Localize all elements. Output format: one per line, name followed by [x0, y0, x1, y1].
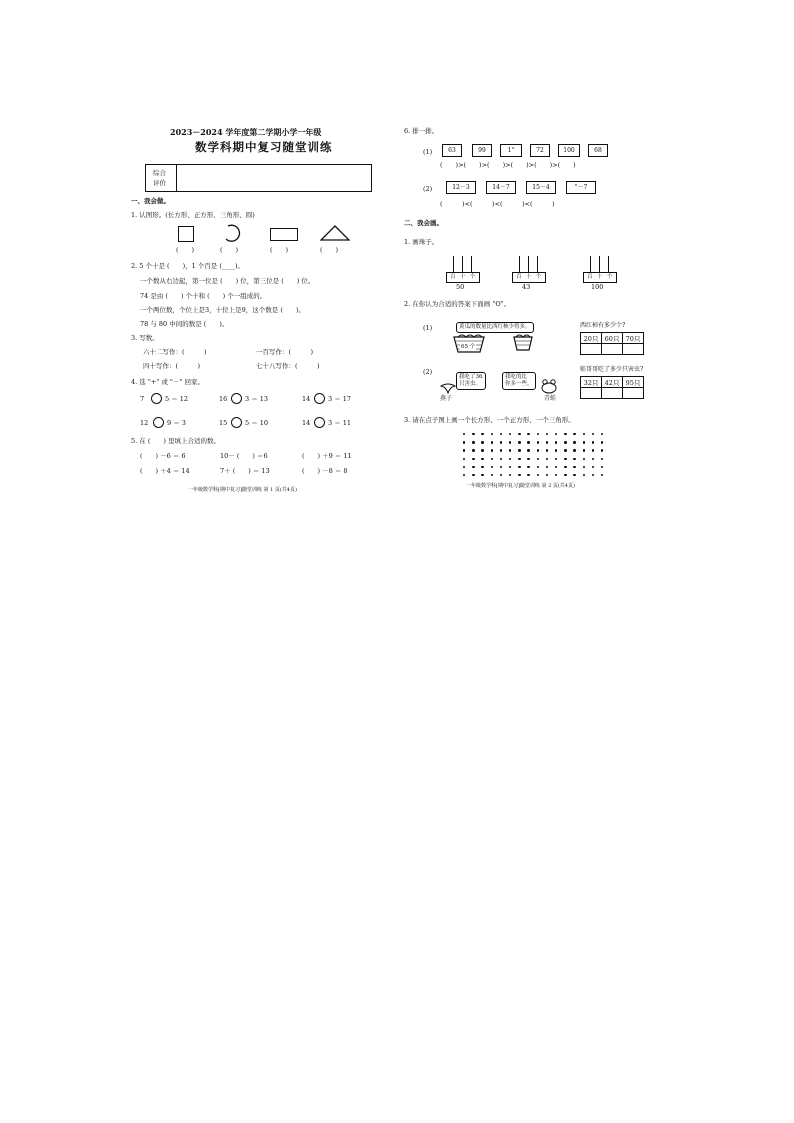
- grid-dot: [481, 433, 483, 435]
- grid-dot: [481, 449, 483, 451]
- draw-beads-question: 1. 画珠子。: [404, 238, 439, 246]
- place-label: 个: [536, 274, 542, 280]
- grid-dot: [472, 466, 474, 468]
- square-shape: [178, 226, 194, 242]
- number-box: 99: [472, 144, 492, 157]
- grid-dot: [509, 449, 511, 451]
- grid-dot: [537, 441, 539, 443]
- place-label: 十: [597, 274, 603, 280]
- circle-answer-cell[interactable]: [581, 388, 602, 399]
- grid-dot: [564, 449, 566, 451]
- grid-dot: [509, 474, 511, 476]
- fill-blank-item[interactable]: 10－ ( ) ＝6: [220, 452, 268, 460]
- character-name: 青蛙: [544, 395, 557, 402]
- header-line: 2023－2024 学年度第二学期小学一年级: [170, 127, 322, 137]
- grid-dot: [472, 474, 474, 476]
- circle-answer-cell[interactable]: [623, 344, 644, 355]
- grid-dot: [546, 466, 548, 468]
- grid-dot: [573, 458, 575, 460]
- abacus-rod: [471, 256, 472, 272]
- eval-label: 综合: [153, 169, 166, 177]
- page-footer: 一年级数学科[期中复习]随堂训练 第 2 页(共4页): [466, 483, 575, 489]
- frog-icon: [540, 378, 558, 394]
- grid-dot: [555, 466, 557, 468]
- question-2-line: 78 与 80 中间的数是 ( )。: [140, 320, 229, 328]
- operand: 7: [140, 395, 145, 403]
- number-box: 72: [530, 144, 550, 157]
- grid-dot: [500, 441, 502, 443]
- grid-dot: [463, 458, 465, 460]
- abacus-rod: [608, 256, 609, 272]
- grid-dot: [537, 466, 539, 468]
- equation-rest: 5 ＝ 12: [165, 395, 189, 403]
- grid-dot: [518, 466, 520, 468]
- grid-dot: [555, 433, 557, 435]
- sub-label: (2): [423, 185, 433, 193]
- place-label: 百: [450, 274, 456, 280]
- abacus-rod: [590, 256, 591, 272]
- grid-dot: [537, 449, 539, 451]
- circle-answer-cell[interactable]: [623, 388, 644, 399]
- question-1: 1. 认图形。(长方形、正方形、三角形、圆): [131, 211, 255, 219]
- grid-dot: [518, 458, 520, 460]
- grid-dot: [527, 449, 529, 451]
- section-heading: 二、我会画。: [404, 219, 443, 227]
- grid-dot: [537, 458, 539, 460]
- option-cell: 95只: [623, 377, 644, 388]
- abacus-base: [583, 272, 617, 283]
- grid-dot: [583, 433, 585, 435]
- grid-dot: [518, 449, 520, 451]
- grid-dot: [583, 466, 585, 468]
- grid-dot: [546, 458, 548, 460]
- fill-blank-item[interactable]: ( ) ＋4 ＝ 14: [140, 467, 190, 475]
- grid-dot: [472, 458, 474, 460]
- grid-dot: [564, 466, 566, 468]
- bubble-line: 只害虫。: [459, 381, 482, 387]
- circle-shape: [222, 224, 244, 244]
- order-answer-line[interactable]: ( )<( )<( )<( ): [440, 200, 555, 208]
- grid-dot: [546, 449, 548, 451]
- grid-dot: [601, 449, 603, 451]
- section-heading: 一、我会做。: [131, 197, 170, 205]
- question-4: 4. 选 "+" 或 "－" 回家。: [131, 378, 204, 386]
- grid-dot: [463, 474, 465, 476]
- grid-dot: [509, 466, 511, 468]
- speech-bubble: 黄瓜的数量比西红柿少得多。: [456, 322, 534, 333]
- grid-dot: [463, 466, 465, 468]
- eval-label: 评价: [153, 179, 166, 187]
- number-box: 63: [442, 144, 462, 157]
- answer-options-table: [580, 332, 644, 355]
- operand: 14: [302, 395, 311, 403]
- grid-dot: [546, 441, 548, 443]
- triangle-shape: [320, 225, 350, 241]
- speech-bubble: [502, 372, 536, 390]
- expression-box: 12－3: [446, 181, 476, 194]
- grid-dot: [564, 433, 566, 435]
- write-number-item: 六十二写作：( ): [143, 348, 207, 356]
- grid-dot: [537, 433, 539, 435]
- abacus-base: [512, 272, 546, 283]
- bubble-line: 你多一些。: [505, 381, 533, 387]
- question-5: 5. 在 ( ) 里填上合适的数。: [131, 437, 220, 445]
- grid-dot: [564, 458, 566, 460]
- tomato-basket-icon: [512, 333, 534, 351]
- grid-dot: [592, 449, 594, 451]
- grid-dot: [537, 474, 539, 476]
- sub-label: (1): [423, 148, 433, 156]
- grid-dot: [564, 441, 566, 443]
- place-label: 十: [460, 274, 466, 280]
- grid-dot: [518, 474, 520, 476]
- circle-answer-cell[interactable]: [602, 344, 623, 355]
- expression-box: 14－7: [486, 181, 516, 194]
- question-6: 6. 排一排。: [404, 127, 439, 135]
- abacus-rod: [528, 256, 529, 272]
- grid-dot: [601, 441, 603, 443]
- grid-dot: [601, 466, 603, 468]
- answer-paren[interactable]: ( ): [270, 246, 289, 254]
- circle-answer-cell[interactable]: [602, 388, 623, 399]
- grid-dot: [518, 433, 520, 435]
- abacus-rod: [453, 256, 454, 272]
- grid-dot: [573, 466, 575, 468]
- option-cell: 70只: [623, 333, 644, 344]
- abacus-rod: [519, 256, 520, 272]
- grid-dot: [527, 466, 529, 468]
- equation-rest: 3 ＝ 13: [245, 395, 269, 403]
- grid-dot: [509, 458, 511, 460]
- grid-dot: [472, 433, 474, 435]
- grid-dot: [592, 474, 594, 476]
- equation-rest: 9 ＝ 3: [167, 419, 186, 427]
- operator-circle[interactable]: [314, 417, 325, 428]
- grid-dot: [491, 466, 493, 468]
- character-name: 燕子: [440, 395, 453, 402]
- basket-count-label: 65 个: [461, 344, 476, 350]
- grid-dot: [592, 433, 594, 435]
- abacus-value: 50: [456, 283, 465, 291]
- bubble-line: 我吃的比: [505, 374, 528, 380]
- grid-dot: [491, 441, 493, 443]
- place-label: 个: [607, 274, 613, 280]
- grid-dot: [555, 474, 557, 476]
- answer-paren[interactable]: ( ): [320, 246, 339, 254]
- grid-dot: [592, 466, 594, 468]
- operator-circle[interactable]: [314, 393, 325, 404]
- grid-dot: [491, 449, 493, 451]
- fill-blank-item[interactable]: 7＋ ( ) ＝ 13: [220, 467, 270, 475]
- grid-dot: [481, 466, 483, 468]
- grid-dot: [491, 474, 493, 476]
- grid-dot: [573, 441, 575, 443]
- page-title: 数学科期中复习随堂训练: [195, 140, 333, 154]
- question-2: 2. 5 个十是 ( )，1 个百是 (____)。: [131, 262, 244, 270]
- place-label: 十: [526, 274, 532, 280]
- number-box: 100: [558, 144, 580, 157]
- dot-grid-question: 3. 请在点子图上画一个长方形、一个正方形、一个三角形。: [404, 416, 575, 424]
- option-cell: 42只: [602, 377, 623, 388]
- sub-label: (1): [423, 324, 433, 332]
- grid-dot: [463, 441, 465, 443]
- abacus-rod: [537, 256, 538, 272]
- grid-dot: [555, 441, 557, 443]
- equation-rest: 3 ＝ 11: [328, 419, 352, 427]
- abacus-base: [446, 272, 480, 283]
- place-label: 百: [587, 274, 593, 280]
- operator-circle[interactable]: [151, 393, 162, 404]
- write-number-item: 一百写作：( ): [256, 348, 314, 356]
- grid-dot: [573, 433, 575, 435]
- grid-dot: [527, 458, 529, 460]
- grid-dot: [555, 458, 557, 460]
- question-3: 3. 写数。: [131, 334, 159, 342]
- grid-dot: [500, 449, 502, 451]
- question-2-line: 一个两位数，个位上是3，十位上是9，这个数是 ( )。: [140, 306, 305, 314]
- option-cell: 32只: [581, 377, 602, 388]
- operator-circle[interactable]: [231, 417, 242, 428]
- grid-dot: [500, 458, 502, 460]
- number-box: 1": [500, 144, 522, 157]
- grid-dot: [583, 458, 585, 460]
- grid-dot: [500, 474, 502, 476]
- grid-dot: [592, 441, 594, 443]
- grid-dot: [583, 449, 585, 451]
- grid-dot: [527, 441, 529, 443]
- abacus-value: 43: [522, 283, 531, 291]
- grid-dot: [601, 458, 603, 460]
- fill-blank-item[interactable]: ( ) －6 ＝ 6: [140, 452, 186, 460]
- grid-dot: [481, 441, 483, 443]
- option-cell: 20只: [581, 333, 602, 344]
- grid-dot: [583, 441, 585, 443]
- sub-label: (2): [423, 368, 433, 376]
- operand: 12: [140, 419, 149, 427]
- grid-dot: [472, 449, 474, 451]
- circle-answer-cell[interactable]: [581, 344, 602, 355]
- swallow-icon: [440, 380, 456, 394]
- write-number-item: 四十写作：( ): [143, 362, 201, 370]
- question-2-line: 74 是由 ( ) 个十和 ( ) 个一组成的。: [140, 292, 267, 300]
- operand: 14: [302, 419, 311, 427]
- grid-dot: [481, 474, 483, 476]
- grid-dot: [592, 458, 594, 460]
- answer-paren[interactable]: ( ): [220, 246, 239, 254]
- sub-question: 西红柿有多少个?: [580, 322, 626, 329]
- evaluation-box: [145, 164, 372, 192]
- dot-grid[interactable]: [463, 433, 608, 479]
- fill-blank-item[interactable]: ( ) ＋9 ＝ 11: [302, 452, 352, 460]
- grid-dot: [463, 449, 465, 451]
- grid-dot: [573, 449, 575, 451]
- grid-dot: [491, 458, 493, 460]
- place-label: 百: [516, 274, 522, 280]
- circle-answer-question: 2. 在你认为合适的答案下面画 "O"。: [404, 300, 511, 308]
- option-cell: 60只: [602, 333, 623, 344]
- rectangle-shape: [270, 228, 298, 241]
- operand: 15: [219, 419, 228, 427]
- write-number-item: 七十八写作：( ): [256, 362, 320, 370]
- page-footer: 一年级数学科[期中复习]随堂训练 第 1 页(共4页): [188, 487, 297, 493]
- grid-dot: [555, 449, 557, 451]
- speech-bubble: [456, 372, 486, 390]
- grid-dot: [546, 433, 548, 435]
- grid-dot: [583, 474, 585, 476]
- answer-options-table: [580, 376, 644, 399]
- operator-circle[interactable]: [153, 417, 164, 428]
- order-answer-line[interactable]: ( )>( )>( )>( )>( )>( ): [440, 161, 576, 169]
- abacus-value: 100: [591, 283, 604, 291]
- place-label: 个: [470, 274, 476, 280]
- operand: 16: [219, 395, 228, 403]
- grid-dot: [509, 433, 511, 435]
- question-2-line: 一个数从右边起，第一位是 ( ) 位，第三位是 ( ) 位。: [140, 277, 315, 285]
- grid-dot: [601, 474, 603, 476]
- number-box: 68: [588, 144, 608, 157]
- grid-dot: [472, 441, 474, 443]
- grid-dot: [491, 433, 493, 435]
- equation-rest: 3 ＝ 17: [328, 395, 352, 403]
- grid-dot: [601, 433, 603, 435]
- bubble-line: 我吃了36: [459, 374, 483, 380]
- operator-circle[interactable]: [231, 393, 242, 404]
- grid-dot: [527, 433, 529, 435]
- grid-dot: [463, 433, 465, 435]
- expression-box: 15－4: [526, 181, 556, 194]
- grid-dot: [500, 466, 502, 468]
- grid-dot: [546, 474, 548, 476]
- expression-box: "－7: [566, 181, 596, 194]
- grid-dot: [564, 474, 566, 476]
- grid-dot: [509, 441, 511, 443]
- sub-question: 蛙哥哥吃了多少只害虫?: [580, 366, 644, 373]
- abacus-rod: [599, 256, 600, 272]
- grid-dot: [527, 474, 529, 476]
- abacus-rod: [462, 256, 463, 272]
- fill-blank-item[interactable]: ( ) －8 ＝ 8: [302, 467, 348, 475]
- grid-dot: [500, 433, 502, 435]
- grid-dot: [481, 458, 483, 460]
- answer-paren[interactable]: ( ): [176, 246, 195, 254]
- grid-dot: [573, 474, 575, 476]
- grid-dot: [518, 441, 520, 443]
- equation-rest: 5 ＝ 10: [245, 419, 269, 427]
